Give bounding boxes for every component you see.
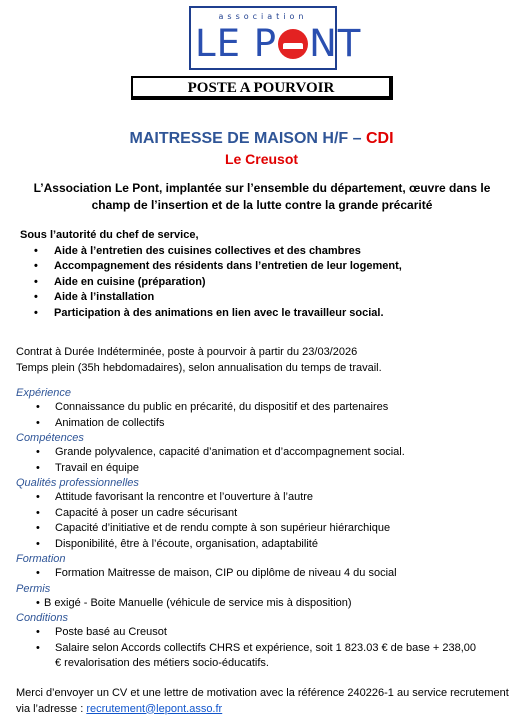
job-title-main: MAITRESSE DE MAISON H/F – <box>129 130 366 147</box>
authority-heading: Sous l’autorité du chef de service, <box>20 229 199 241</box>
list-item: • Participation à des animations en lien avec le travailleur social. <box>30 306 500 322</box>
list-item: • Attitude favorisant la rencontre et l’ouverture à l’autre <box>16 490 511 506</box>
list-item: • Capacité à poser un cadre sécurisant <box>16 506 511 522</box>
formation-list <box>16 566 511 582</box>
permis-list <box>16 596 511 612</box>
contract-line-2: Temps plein (35h hebdomadaires), selon annualisation du temps de travail. <box>16 361 382 374</box>
experience-list <box>16 400 511 431</box>
list-item: • Aide à l’entretien des cuisines collectives et des chambres <box>30 244 500 260</box>
logo-small-text: association <box>218 12 308 21</box>
section-title-experience: Expérience <box>16 387 72 399</box>
job-title-cdi: CDI <box>365 130 394 147</box>
list-item: • Connaissance du public en précarité, du dispositif et des partenaires <box>16 400 511 416</box>
list-item: • Travail en équipe <box>16 461 511 477</box>
section-title-competences: Compétences <box>16 432 84 444</box>
footer-paragraph <box>16 686 516 717</box>
list-item: • Grande polyvalence, capacité d’animation et d’accompagnement social. <box>16 445 511 461</box>
section-title-qualites: Qualités professionnelles <box>16 477 139 489</box>
list-item: • B exigé - Boite Manuelle (véhicule de service mis à disposition) <box>16 596 511 612</box>
conditions-list <box>16 625 511 672</box>
association-logo <box>189 6 362 70</box>
job-city: Le Creusot <box>224 151 299 167</box>
recruitment-email-link[interactable]: recrutement@lepont.asso.fr <box>86 702 223 715</box>
contract-block <box>16 345 511 376</box>
logo-word-a: LE P <box>195 22 278 65</box>
job-title <box>0 130 523 148</box>
footer-text-1: Merci d’envoyer un CV et une lettre de motivation avec la référence 240226-1 <box>16 687 394 699</box>
competences-list <box>16 445 511 476</box>
poste-banner: POSTE A POURVOIR <box>131 76 393 100</box>
list-item: • Animation de collectifs <box>16 416 511 432</box>
qualites-list <box>16 490 511 552</box>
section-title-formation: Formation <box>16 553 66 565</box>
intro-paragraph: L’Association Le Pont, implantée sur l’ensemble du département, œuvre dans le champ de l’insertion et de la lutte contre la grande précarité <box>33 181 491 212</box>
list-item: • Salaire selon Accords collectifs CHRS et expérience, soit 1 823.03 € de base + 238,00 € revalorisation des métiers socio-éducatifs. <box>16 641 511 672</box>
list-item: • Aide en cuisine (préparation) <box>30 275 500 291</box>
list-item: • Capacité d’initiative et de rendu compte à son supérieur hiérarchique <box>16 521 511 537</box>
section-title-conditions: Conditions <box>16 612 68 624</box>
list-item: • Formation Maitresse de maison, CIP ou diplôme de niveau 4 du social <box>16 566 511 582</box>
logo-sun-icon <box>278 29 308 59</box>
list-item: • Poste basé au Creusot <box>16 625 511 641</box>
list-item: • Aide à l’installation <box>30 290 500 306</box>
logo-word-b: NT <box>309 22 362 65</box>
contract-line-1: Contrat à Durée Indéterminée, poste à pourvoir à partir du 23/03/2026 <box>16 346 358 358</box>
logo-word <box>195 22 361 65</box>
authority-list <box>30 244 500 322</box>
requirements-block <box>16 386 511 672</box>
authority-block <box>20 228 500 321</box>
list-item: • Accompagnement des résidents dans l’entretien de leur logement, <box>30 259 500 275</box>
footer-text-2: au service recrutement via l’adresse : <box>16 687 509 715</box>
list-item: • Disponibilité, être à l’écoute, organisation, adaptabilité <box>16 537 511 553</box>
section-title-permis: Permis <box>16 582 51 595</box>
